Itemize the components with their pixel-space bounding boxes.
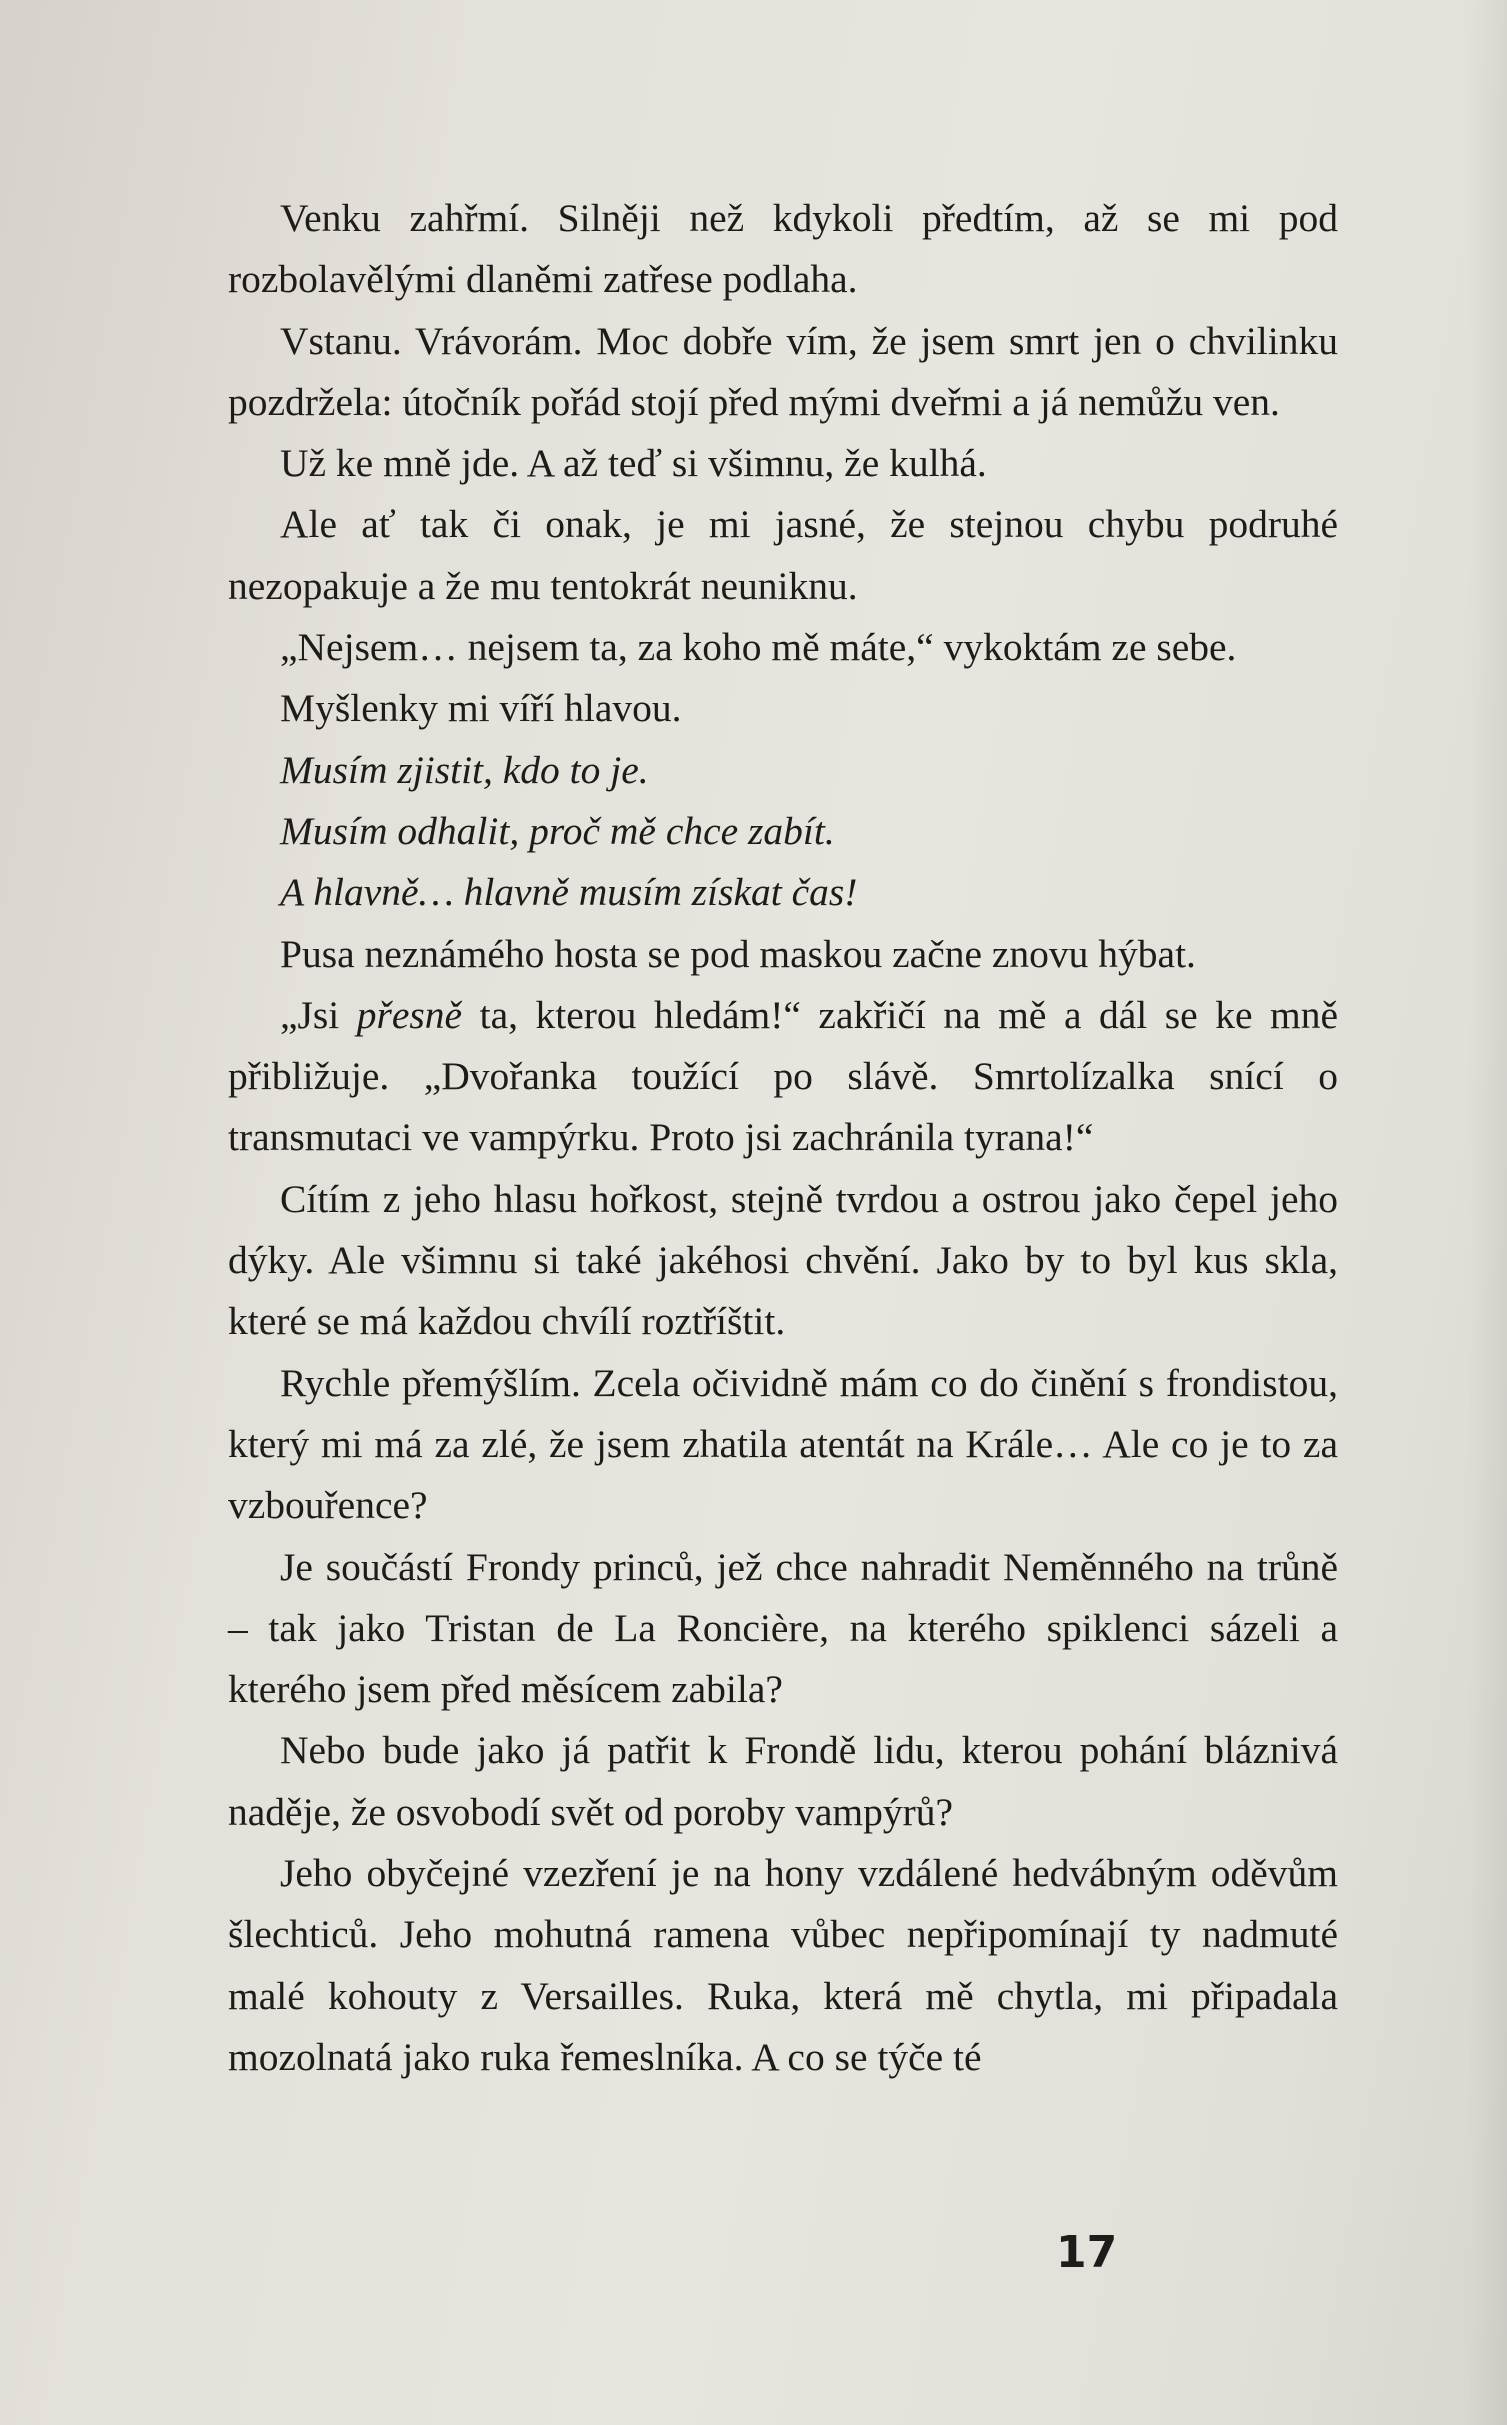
- body-text: [228, 188, 1338, 2088]
- paragraph: Vstanu. Vrávorám. Moc dobře vím, že jsem smrt jen o chvilinku pozdržela: útočník pořád stojí před mými dveřmi a já nemůžu ven.: [228, 318, 1338, 424]
- paragraph-with-emphasis: [228, 985, 1338, 1169]
- paragraph: „Nejsem… nejsem ta, za koho mě máte,“ vykoktám ze sebe.: [280, 625, 1237, 670]
- paragraph: Už ke mně jde. A až teď si všimnu, že kulhá.: [280, 441, 987, 486]
- italic-thought: Musím odhalit, proč mě chce zabít.: [280, 808, 835, 853]
- paragraph: Nebo bude jako já patřit k Frondě lidu, kterou pohání bláznivá naděje, že osvobodí svět od poroby vampýrů?: [228, 1728, 1338, 1834]
- paragraph: Ale ať tak či onak, je mi jasné, že stejnou chybu podruhé nezopakuje a že mu tentokrát neuniknu.: [228, 502, 1338, 608]
- paragraph: Venku zahřmí. Silněji než kdykoli předtím, až se mi pod rozbolavělými dlaněmi zatřese podlaha.: [228, 196, 1338, 302]
- quote-open: „Jsi: [280, 992, 357, 1037]
- paragraph: Jeho obyčejné vzezření je na hony vzdálené hedvábným oděvům šlechticů. Jeho mohutná ramena vůbec nepřipomínají ty nadmuté malé kohouty z Versailles. Ruka, která mě chytla, mi připadala mozolnatá jako ruka řemeslníka. A co se týče té: [228, 1851, 1338, 2079]
- paragraph: Je součástí Frondy princů, jež chce nahradit Neměnného na trůně – tak jako Tristan de La Roncière, na kterého spiklenci sázeli a kterého jsem před měsícem zabila?: [228, 1544, 1338, 1712]
- emphasis: přesně: [356, 992, 463, 1037]
- page-number: 17: [1056, 2227, 1118, 2278]
- paragraph: Cítím z jeho hlasu hořkost, stejně tvrdou a ostrou jako čepel jeho dýky. Ale všimnu si také jakéhosi chvění. Jako by to byl kus skla, které se má každou chvílí roztříštit.: [228, 1176, 1338, 1344]
- paragraph: Rychle přemýšlím. Zcela očividně mám co do činění s frondistou, který mi má za zlé, že jsem zhatila atentát na Krále… Ale co je to za vzbouřence?: [228, 1360, 1338, 1528]
- page-edge-shadow: [1467, 0, 1507, 2425]
- paragraph: Pusa neznámého hosta se pod maskou začne znovu hýbat.: [280, 931, 1196, 976]
- quote-rest: ta, kterou hledám!“ zakřičí na mě a dál se ke mně přibližuje. „Dvořanka toužící po slávě. Smrtolízalka snící o transmutaci ve vampýrku. Proto jsi zachránila tyrana!“: [228, 992, 1339, 1160]
- italic-thought: Musím zjistit, kdo to je.: [280, 747, 649, 792]
- italic-thought: A hlavně… hlavně musím získat čas!: [280, 870, 858, 915]
- paragraph: Myšlenky mi víří hlavou.: [280, 686, 682, 731]
